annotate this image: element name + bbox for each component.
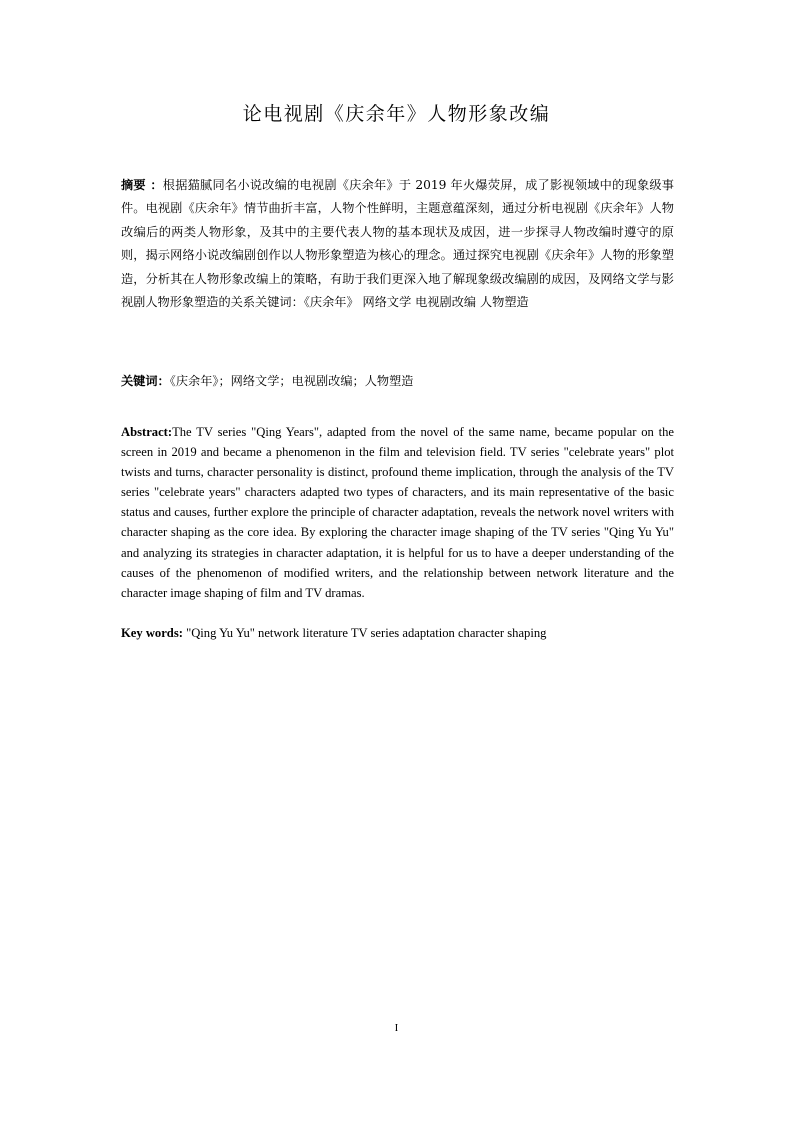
english-keywords [121, 623, 674, 643]
chinese-abstract [121, 174, 674, 314]
english-abstract-label: Abstract: [121, 425, 173, 439]
chinese-keywords [121, 370, 674, 393]
paper-title: 论电视剧《庆余年》人物形象改编 [242, 103, 551, 125]
chinese-abstract-text: 根据猫腻同名小说改编的电视剧《庆余年》于 2019 年火爆荧屏，成了影视领域中的现象级事件。电视剧《庆余年》情节曲折丰富，人物个性鲜明，主题意蕴深刻，通过分析电视剧《庆余年》人物改编后的两类人物形象，及其中的主要代表人物的基本现状及成因，进一步探寻人物改编时遵守的原则，揭示网络小说改编剧创作以人物形象塑造为核心的理念。通过探究电视剧《庆余年》人物的形象塑造，分析其在人物形象改编上的策略，有助于我们更深入地了解现象级改编剧的成因，及网络文学与影视剧人物形象塑造的关系关键词：《庆余年》 网络文学 电视剧改编 人物塑造 [121, 178, 674, 310]
chinese-keywords-label: 关键词： [121, 374, 170, 388]
english-keywords-text: "Qing Yu Yu" network literature TV series adaptation character shaping [182, 626, 547, 640]
page-number: I [394, 1022, 399, 1034]
english-keywords-label: Key words: [121, 626, 183, 640]
chinese-abstract-label: 摘要 ： [121, 178, 163, 192]
english-abstract [121, 422, 674, 603]
chinese-keywords-text: 《庆余年》；网络文学；电视剧改编；人物塑造 [169, 374, 414, 388]
english-abstract-text: The TV series "Qing Years", adapted from the novel of the same name, became popular on the screen in 2019 and became a phenomenon in the film and television field. TV series "celebrate years" plot twists and turns, character personality is distinct, profound theme implication, through the analysis of the TV series "celebrate years" characters adapted two types of characters, and its main representative of the basic status and causes, further explore the principle of character adaptation, reveals the network novel writers with character shaping as the core idea. By exploring the character image shaping of the TV series "Qing Yu Yu" and analyzing its strategies in character adaptation, it is helpful for us to have a deeper understanding of the causes of the phenomenon of modified writers, and the relationship between network literature and the character image shaping of film and TV dramas. [121, 425, 674, 600]
